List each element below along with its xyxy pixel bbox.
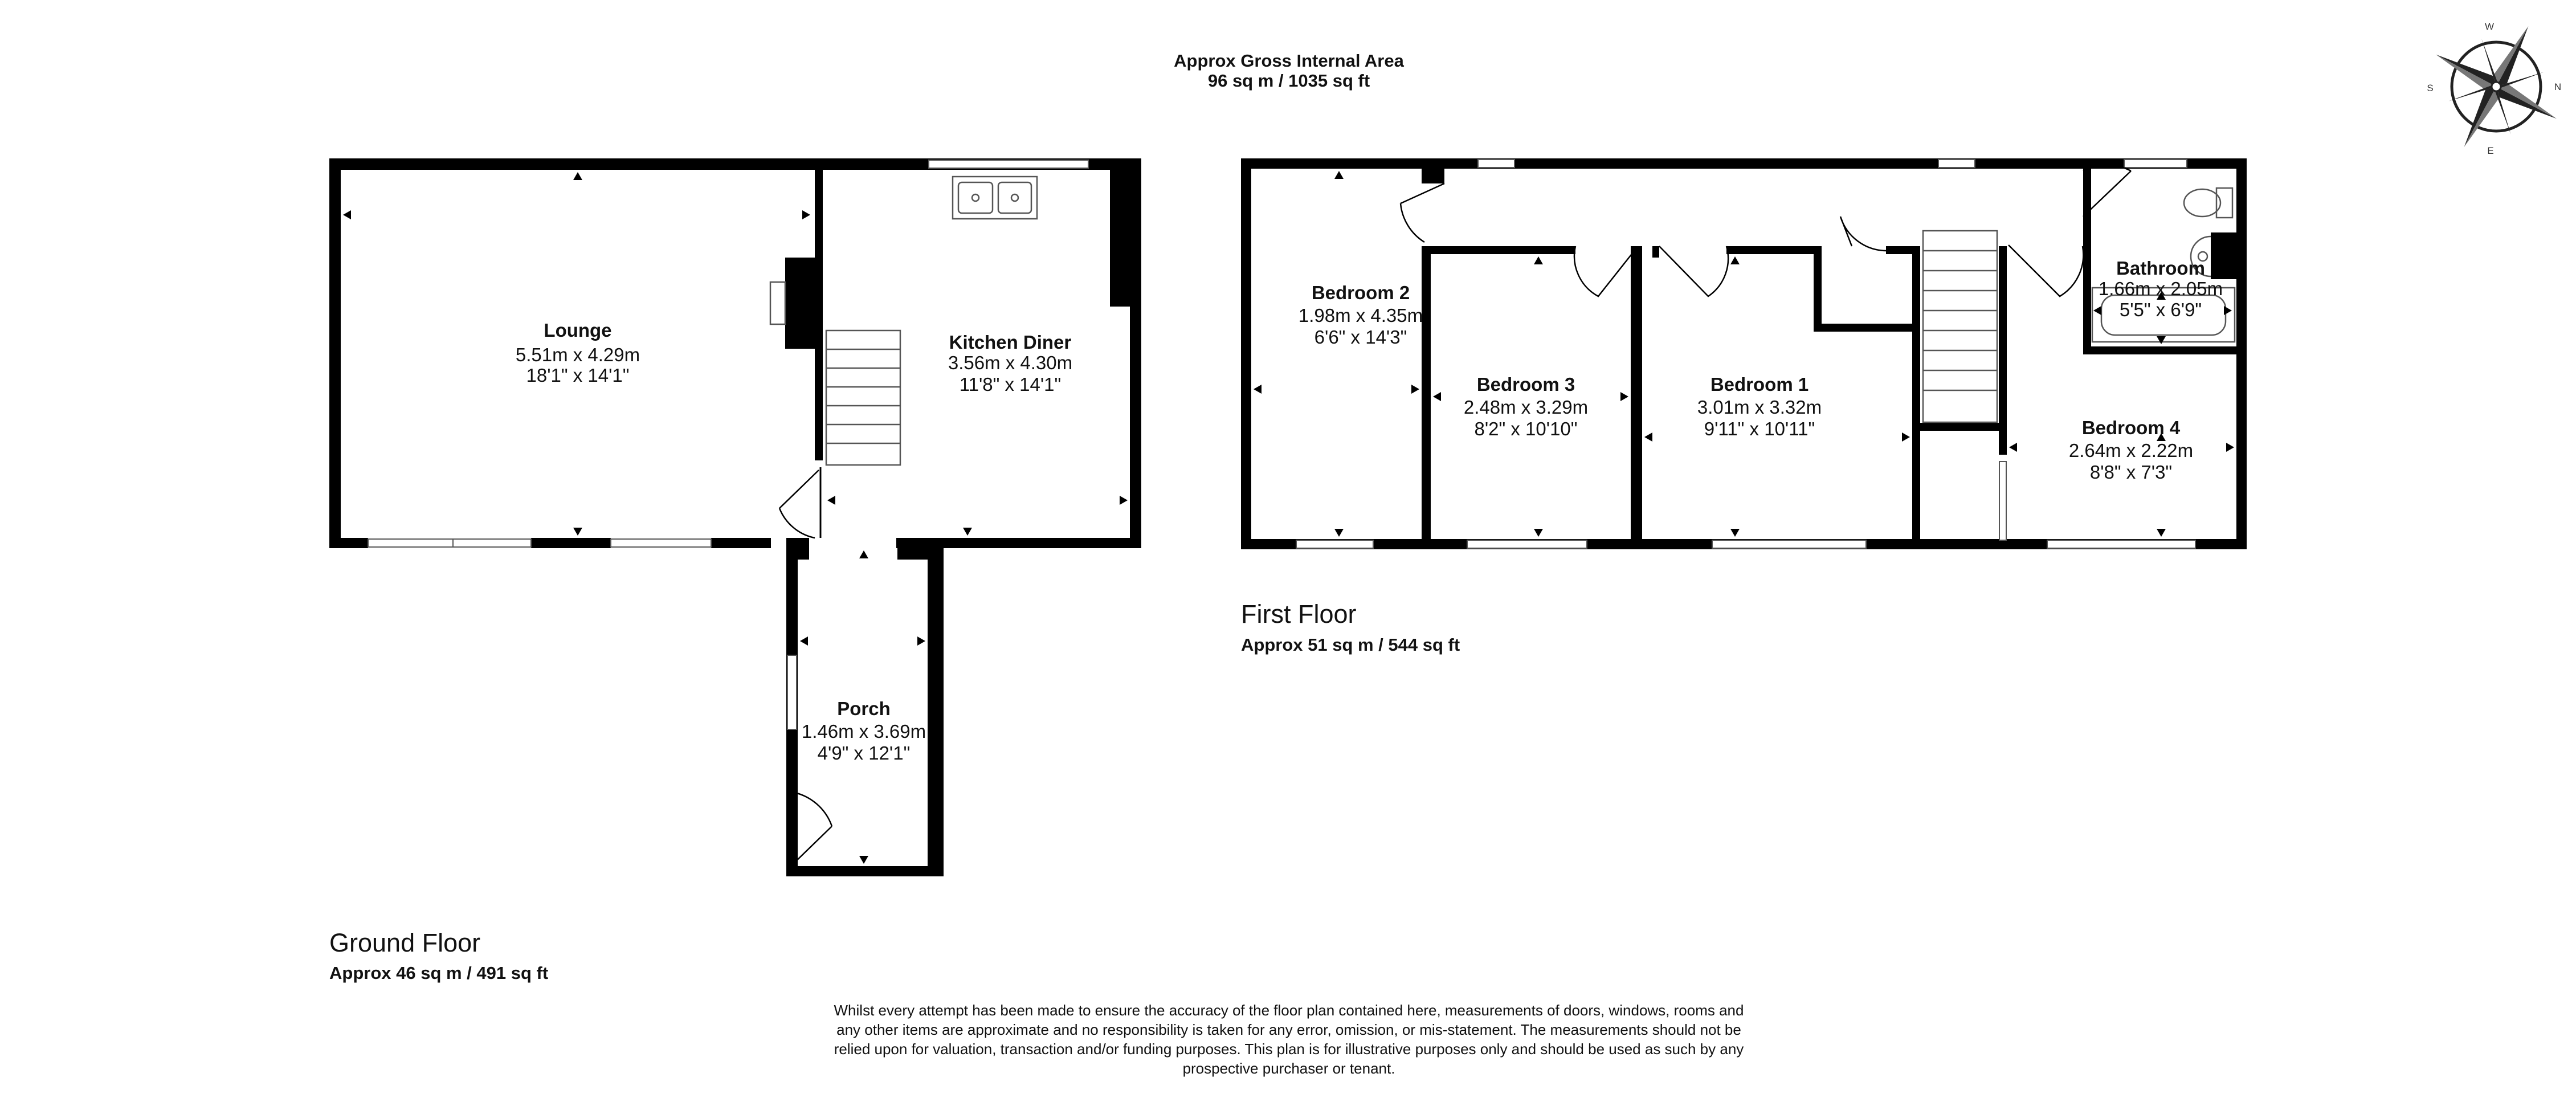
room-bedroom-2 [1299,282,1423,348]
wall [1422,246,1575,254]
compass-n: N [2554,81,2562,92]
room-metric: 1.66m x 2.05m [2098,278,2223,299]
wall [1631,246,1642,549]
wall [786,866,944,876]
window-icon [611,539,711,547]
ground-floor-caption [329,928,548,983]
room-metric: 2.64m x 2.22m [2068,440,2194,461]
staircase-icon [1923,231,1997,422]
wall [1726,246,1815,254]
window-icon [1999,462,2006,540]
room-bathroom [2099,258,2223,320]
floor-title: First Floor [1241,599,1357,628]
room-name: Porch [837,698,891,719]
first-floor-caption [1241,599,1460,655]
room-metric: 2.48m x 3.29m [1463,397,1589,418]
door-icon [1659,246,1728,296]
room-name: Kitchen Diner [949,332,1072,353]
door-icon [779,470,819,538]
window-icon [368,539,531,547]
wall [1912,246,1920,549]
wall [928,548,944,876]
room-imperial: 18'1" x 14'1" [526,365,630,386]
door-icon [1574,246,1635,296]
wall [1241,158,1251,549]
toilet-icon [2184,188,2232,218]
room-metric: 3.56m x 4.30m [948,352,1073,373]
wall [329,158,341,548]
compass-e: E [2487,145,2494,156]
disclaimer-line: any other items are approximate and no responsibility is taken for any error, omission, or mis-statement. The measurements should not be [836,1021,1741,1038]
window-icon [1296,540,1373,548]
room-metric: 1.46m x 3.69m [801,721,926,742]
disclaimer [834,1002,1744,1077]
wall [897,538,944,560]
window-icon [1938,160,1975,168]
window-icon [2124,160,2187,168]
room-name: Bedroom 2 [1311,282,1410,303]
window-icon [787,655,797,729]
staircase-icon [826,330,900,465]
wall [1999,246,2007,455]
room-bedroom-3 [1464,374,1588,439]
gross-area-label: Approx Gross Internal Area [1174,51,1404,71]
wall [1912,423,2006,431]
room-metric: 5.51m x 4.29m [515,344,640,365]
room-bedroom-4 [2069,417,2193,483]
wall [2083,169,2091,354]
floor-area: Approx 46 sq m / 491 sq ft [329,963,549,983]
room-imperial: 11'8" x 14'1" [959,374,1062,395]
room-name: Bedroom 1 [1710,374,1809,395]
room-name: Lounge [544,320,612,341]
disclaimer-line: relied upon for valuation, transaction and/or funding purposes. This plan is for illustrative purposes only and should be used as such by any [834,1040,1744,1058]
room-imperial: 9'11" x 10'11" [1704,418,1815,439]
window-icon [1712,540,1866,548]
chimney-breast [785,258,823,349]
room-imperial: 8'8" x 7'3" [2089,462,2173,483]
compass-s: S [2427,83,2434,93]
floor-area: Approx 51 sq m / 544 sq ft [1241,635,1460,655]
window-icon [1467,540,1587,548]
wall [2211,232,2236,279]
wall [1422,246,1431,549]
door-icon [2008,245,2083,296]
wall [329,538,368,548]
wall [1422,169,1444,183]
floor-title: Ground Floor [329,928,481,957]
room-metric: 1.98m x 4.35m [1298,305,1423,326]
room-imperial: 8'2" x 10'10" [1474,418,1578,439]
wall [2083,346,2247,354]
window-icon [1478,160,1514,168]
wall [786,538,809,560]
gross-area-heading [1174,51,1404,91]
room-lounge [516,320,640,386]
door-icon [1401,183,1444,242]
fireplace-icon [770,282,785,324]
window-icon [929,160,1088,168]
room-imperial: 4'9" x 12'1" [817,742,911,764]
wall [531,538,611,548]
dimension-arrow-icon [343,172,1128,864]
room-imperial: 5'5" x 6'9" [2119,299,2202,320]
room-name: Bathroom [2116,258,2205,279]
first-floor-plan [1241,158,2247,549]
compass-icon [2404,0,2576,179]
disclaimer-line: Whilst every attempt has been made to ensure the accuracy of the floor plan contained here, measurements of doors, windows, rooms and [834,1002,1744,1019]
wall [1814,246,1822,332]
room-imperial: 6'6" x 14'3" [1314,327,1407,348]
room-kitchen-diner [948,332,1072,395]
room-bedroom-1 [1697,374,1822,439]
door-icon [792,792,832,865]
room-porch [802,698,926,764]
room-metric: 3.01m x 3.32m [1697,397,1822,418]
gross-area-value: 96 sq m / 1035 sq ft [1207,71,1370,91]
wall [1814,324,1917,332]
disclaimer-line: prospective purchaser or tenant. [1182,1060,1395,1077]
door-icon [1840,217,1886,251]
room-name: Bedroom 4 [2081,417,2181,438]
compass-w: W [2484,21,2495,32]
room-name: Bedroom 3 [1476,374,1575,395]
window-icon [2047,540,2195,548]
wall [1652,246,1659,258]
wall [1241,158,2247,169]
ground-floor-plan [329,158,1141,876]
sink-icon [953,177,1037,219]
wall [711,538,771,548]
wall [1110,158,1141,307]
